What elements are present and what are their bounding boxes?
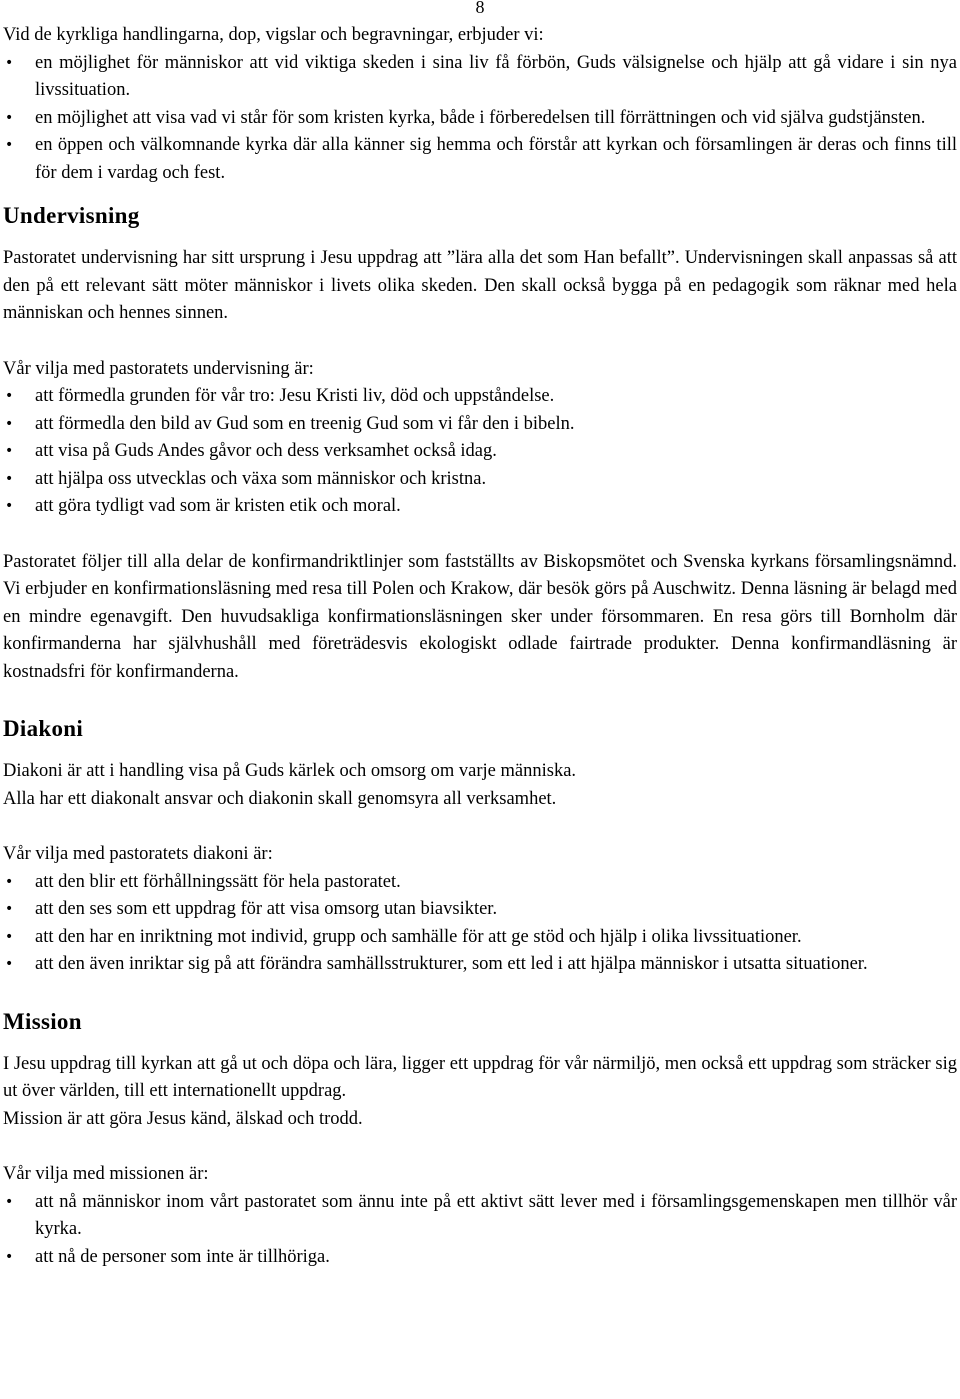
intro-section: [3, 22, 957, 187]
undervisning-lead: Vår vilja med pastoratets undervisning är:: [3, 358, 314, 379]
list-item: [3, 132, 957, 187]
diakoni-lead: Vår vilja med pastoratets diakoni är:: [3, 844, 273, 864]
list-item: [3, 1189, 957, 1244]
bullet-icon: •: [5, 928, 14, 945]
list-item-text: att nå de personer som inte är tillhöriga.: [35, 1246, 330, 1267]
bullet-icon: •: [5, 54, 14, 71]
list-item-text: att förmedla grunden för vår tro: Jesu Kristi liv, död och uppståndelse.: [35, 386, 555, 406]
list-item-text: att den även inriktar sig på att förändra samhällsstrukturer, som ett led i att hjälpa människor i utsatta situationer.: [35, 954, 868, 974]
bullet-icon: •: [5, 443, 14, 459]
page-content: [3, 22, 957, 1271]
list-item-text: att den blir ett förhållningssätt för hela pastoratet.: [35, 871, 401, 892]
list-item-text: att visa på Guds Andes gåvor och dess verksamhet också idag.: [35, 441, 497, 461]
section-heading-mission: Mission: [3, 1008, 82, 1034]
list-item-text: att hjälpa oss utvecklas och växa som människor och kristna.: [35, 468, 487, 489]
list-item: [3, 924, 957, 952]
list-item-text: att göra tydligt vad som är kristen etik och moral.: [35, 496, 401, 516]
bullet-icon: •: [5, 137, 14, 153]
mission-paragraph: I Jesu uppdrag till kyrkan att gå ut och döpa och lära, ligger ett uppdrag för vår närmiljö, men också ett uppdrag som sträcker sig ut över världen, till ett internationellt uppdrag.: [3, 1053, 957, 1101]
diakoni-line-1: Diakoni är att i handling visa på Guds kärlek och omsorg om varje människa.: [3, 761, 577, 781]
mission-line-2: Mission är att göra Jesus känd, älskad och trodd.: [3, 1108, 363, 1129]
page-number: 8: [475, 0, 485, 17]
list-item-text: att förmedla den bild av Gud som en treenig Gud som vi får den i bibeln.: [35, 413, 575, 434]
diakoni-section: [3, 714, 957, 979]
diakoni-line-2: Alla har ett diakonalt ansvar och diakonin skall genomsyra all verksamhet.: [3, 788, 557, 809]
bullet-icon: •: [5, 498, 14, 514]
mission-lead: Vår vilja med missionen är:: [3, 1164, 209, 1184]
list-item-text: en möjlighet att visa vad vi står för som kristen kyrka, både i förberedelsen till förrättningen och vid själva gudstjänsten.: [35, 107, 926, 128]
undervisning-section: [3, 201, 957, 686]
section-heading-undervisning: Undervisning: [3, 203, 140, 228]
list-item-text: att den ses som ett uppdrag för att visa omsorg utan biavsikter.: [35, 899, 498, 919]
list-item: [3, 466, 957, 494]
bullet-icon: •: [5, 873, 14, 890]
list-item-text: att nå människor inom vårt pastoratet som ännu inte på ett aktivt sätt lever med i församlingsgemenskapen men tillhör vår kyrka.: [35, 1191, 957, 1239]
list-item: [3, 493, 957, 521]
bullet-icon: •: [5, 1248, 14, 1265]
intro-bullet-list: [3, 50, 957, 188]
konfirmation-paragraph: Pastoratet följer till alla delar de konfirmandriktlinjer som fastställts av Biskopsmötet och Svenska kyrkans församlingsnämnd. Vi erbjuder en konfirmationsläsning med resa till Polen och Krakow, där besök görs på Auschwitz. Denna läsning är belagd med en mindre egenavgift. Den huvudsakliga konfirmationsläsningen sker under försommaren. En resa görs till Bornholm där konfirmanderna har självhushåll med företrädesvis ekologiskt odlade fairtrade produkter. Denna konfirmandläsning är kostnadsfri för konfirmanderna.: [3, 551, 957, 682]
list-item-text: en öppen och välkomnande kyrka där alla känner sig hemma och förstår att kyrkan och församlingen är deras och finns till för dem i vardag och fest.: [35, 135, 957, 183]
section-heading-diakoni: Diakoni: [3, 716, 84, 741]
list-item: [3, 438, 957, 466]
list-item: [3, 1244, 957, 1272]
bullet-icon: •: [5, 956, 14, 972]
list-item: [3, 50, 957, 105]
list-item: [3, 105, 957, 133]
bullet-icon: •: [5, 901, 14, 917]
bullet-icon: •: [5, 109, 14, 126]
undervisning-paragraph: Pastoratet undervisning har sitt ursprung i Jesu uppdrag att ”lära alla det som Han befallt”. Undervisningen skall anpassas så att den på ett relevant sätt möter människor i livets olika skeden. Den skall också bygga på en pedagogik som räknar med hela människan och hennes sinnen.: [3, 248, 957, 323]
bullet-icon: •: [5, 388, 14, 404]
list-item: [3, 869, 957, 897]
list-item: [3, 383, 957, 411]
list-item: [3, 951, 957, 979]
intro-lead: Vid de kyrkliga handlingarna, dop, vigslar och begravningar, erbjuder vi:: [3, 25, 544, 45]
diakoni-bullet-list: [3, 869, 957, 979]
list-item: [3, 896, 957, 924]
bullet-icon: •: [5, 470, 14, 487]
list-item: [3, 411, 957, 439]
mission-section: [3, 1007, 957, 1272]
bullet-icon: •: [5, 415, 14, 432]
list-item-text: en möjlighet för människor att vid viktiga skeden i sina liv få förbön, Guds välsignelse och hjälp att gå vidare i sin nya livssituation.: [35, 52, 957, 100]
list-item-text: att den har en inriktning mot individ, grupp och samhälle för att ge stöd och hjälp i olika livssituationer.: [35, 926, 802, 947]
mission-bullet-list: [3, 1189, 957, 1272]
undervisning-bullet-list: [3, 383, 957, 521]
bullet-icon: •: [5, 1193, 14, 1210]
